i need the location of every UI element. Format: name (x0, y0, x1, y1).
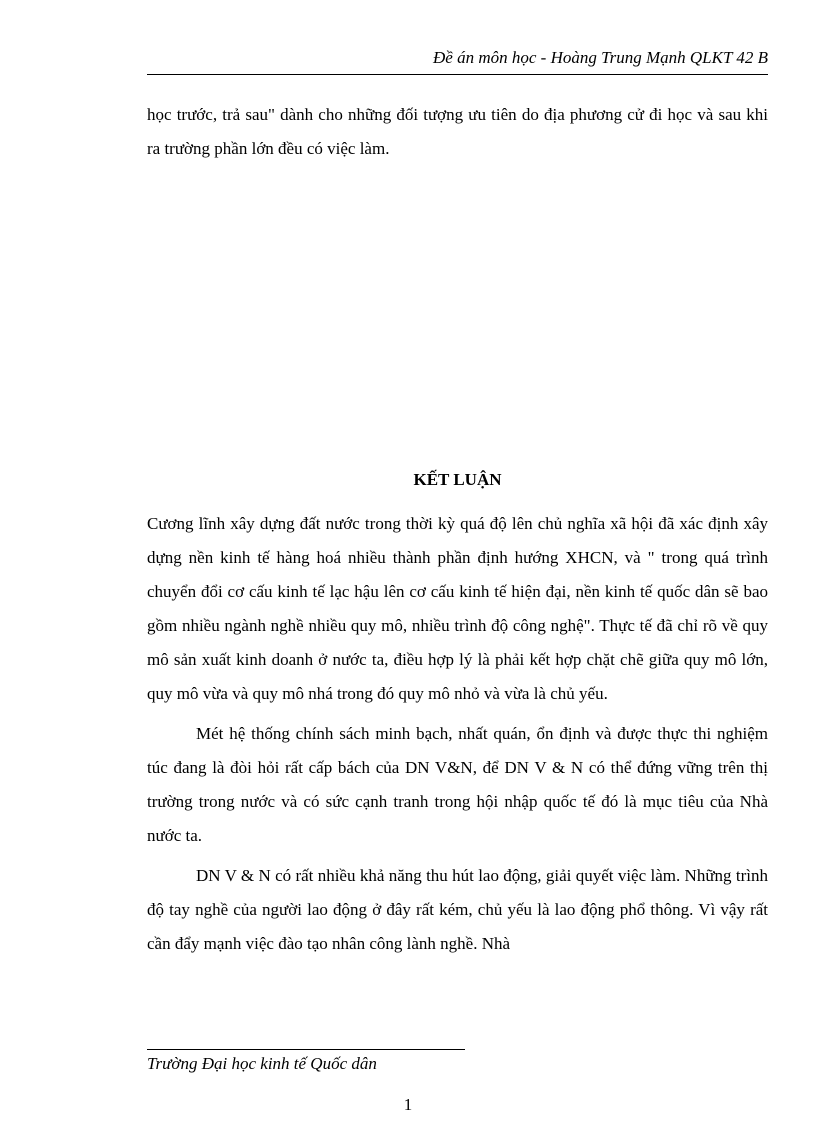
section-heading: KẾT LUẬN (413, 470, 502, 489)
footer-school: Trường Đại học kinh tế Quốc dân (147, 1054, 377, 1073)
header-rule (147, 74, 768, 75)
continuation-paragraph (147, 98, 768, 166)
page-number: 1 (403, 1095, 413, 1114)
conclusion-paragraph-3: DN V & N có rất nhiều khả năng thu hút lao động, giải quyết việc làm. Những trình độ tay nghề của người lao động ở đây rất kém, chủ yếu là lao động phổ thông. Vì vậy rất cần đẩy mạnh việc đào tạo nhân công lành nghề. Nhà (147, 866, 768, 953)
running-header: Đề án môn học - Hoàng Trung Mạnh QLKT 42 B (433, 48, 768, 67)
conclusion-paragraph-2: Mét hệ thống chính sách minh bạch, nhất quán, ổn định và được thực thi nghiệm túc đang là đòi hỏi rất cấp bách của DN V&N, để DN V & N có thể đứng vững trên thị trường trong nước và có sức cạnh tranh trong hội nhập quốc tế đó là mục tiêu của Nhà nước ta. (147, 724, 768, 845)
footer-rule (147, 1049, 465, 1050)
conclusion-body (147, 507, 768, 961)
conclusion-paragraph-1: Cương lĩnh xây dựng đất nước trong thời kỳ quá độ lên chủ nghĩa xã hội đã xác định xây dựng nền kinh tế hàng hoá nhiều thành phần định hướng XHCN, và " trong quá trình chuyển đổi cơ cấu kinh tế lạc hậu lên cơ cấu kinh tế hiện đại, nền kinh tế quốc dân sẽ bao gồm nhiều ngành nghề nhiều quy mô, nhiều trình độ công nghệ". Thực tế đã chỉ rõ về quy mô sản xuất kinh doanh ở nước ta, điều hợp lý là phải kết hợp chặt chẽ giữa quy mô lớn, quy mô vừa và quy mô nhá trong đó quy mô nhỏ và vừa là chủ yếu. (147, 514, 768, 703)
continuation-text: học trước, trả sau" dành cho những đối tượng ưu tiên do địa phương cử đi học và sau khi ra trường phần lớn đều có việc làm. (147, 105, 768, 158)
